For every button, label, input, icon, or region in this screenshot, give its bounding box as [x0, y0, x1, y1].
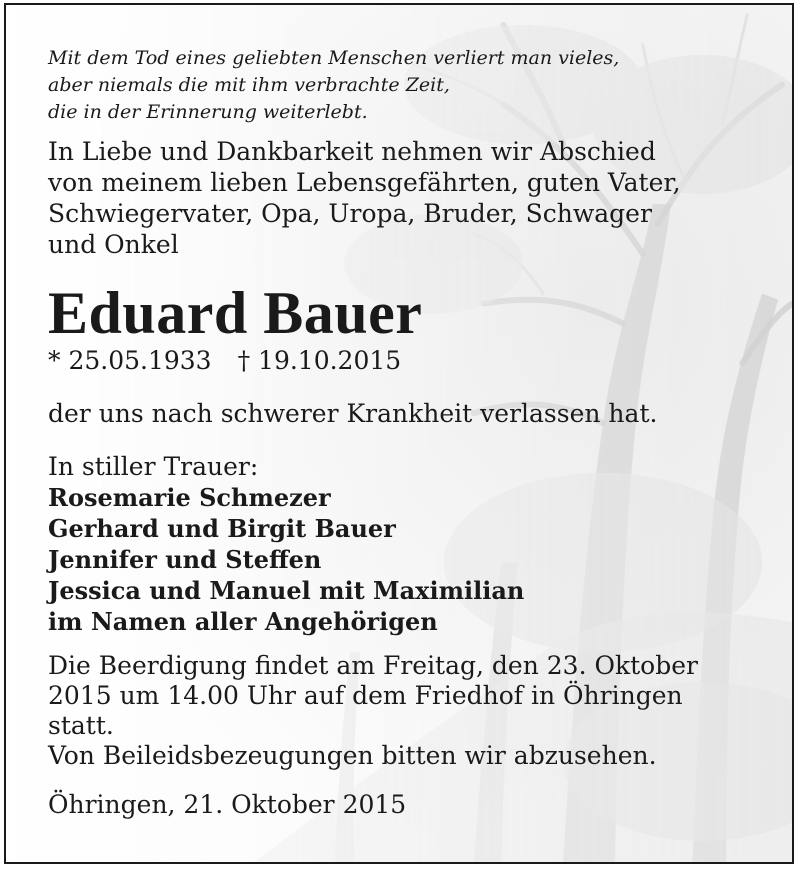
intro-line: Schwiegervater, Opa, Uropa, Bruder, Schwager [48, 199, 652, 228]
memorial-quote [48, 45, 768, 126]
obituary-content [48, 45, 768, 820]
mourners-list [48, 482, 768, 637]
funeral-line: statt. [48, 711, 114, 740]
deceased-name: Eduard Bauer [48, 280, 423, 346]
mourner-name: Rosemarie Schmezer [48, 483, 331, 512]
place-and-date: Öhringen, 21. Oktober 2015 [48, 790, 407, 819]
mourner-name: im Namen aller Angehörigen [48, 607, 438, 636]
farewell-intro [48, 136, 768, 260]
death-date: † 19.10.2015 [237, 346, 402, 375]
intro-line: von meinem lieben Lebensgefährten, guten Vater, [48, 168, 681, 197]
condolence-note: Von Beileidsbezeugungen bitten wir abzusehen. [48, 741, 657, 770]
mourner-name: Jennifer und Steffen [48, 545, 322, 574]
mourner-name: Jessica und Manuel mit Maximilian [48, 576, 525, 605]
mourning-label: In stiller Trauer: [48, 452, 259, 481]
quote-line: aber niemals die mit ihm verbrachte Zeit, [48, 74, 450, 96]
funeral-line: 2015 um 14.00 Uhr auf dem Friedhof in Öhringen [48, 681, 683, 710]
funeral-notice [48, 651, 768, 741]
funeral-line: Die Beerdigung findet am Freitag, den 23. Oktober [48, 651, 698, 680]
mourner-name: Gerhard und Birgit Bauer [48, 514, 396, 543]
quote-line: die in der Erinnerung weiterlebt. [48, 101, 368, 123]
intro-line: und Onkel [48, 230, 179, 259]
life-dates [48, 346, 768, 376]
farewell-sentence: der uns nach schwerer Krankheit verlassen hat. [48, 399, 658, 428]
obituary-frame [4, 3, 794, 864]
quote-line: Mit dem Tod eines geliebten Menschen verliert man vieles, [48, 47, 620, 69]
intro-line: In Liebe und Dankbarkeit nehmen wir Abschied [48, 137, 656, 166]
birth-date: * 25.05.1933 [48, 346, 212, 375]
